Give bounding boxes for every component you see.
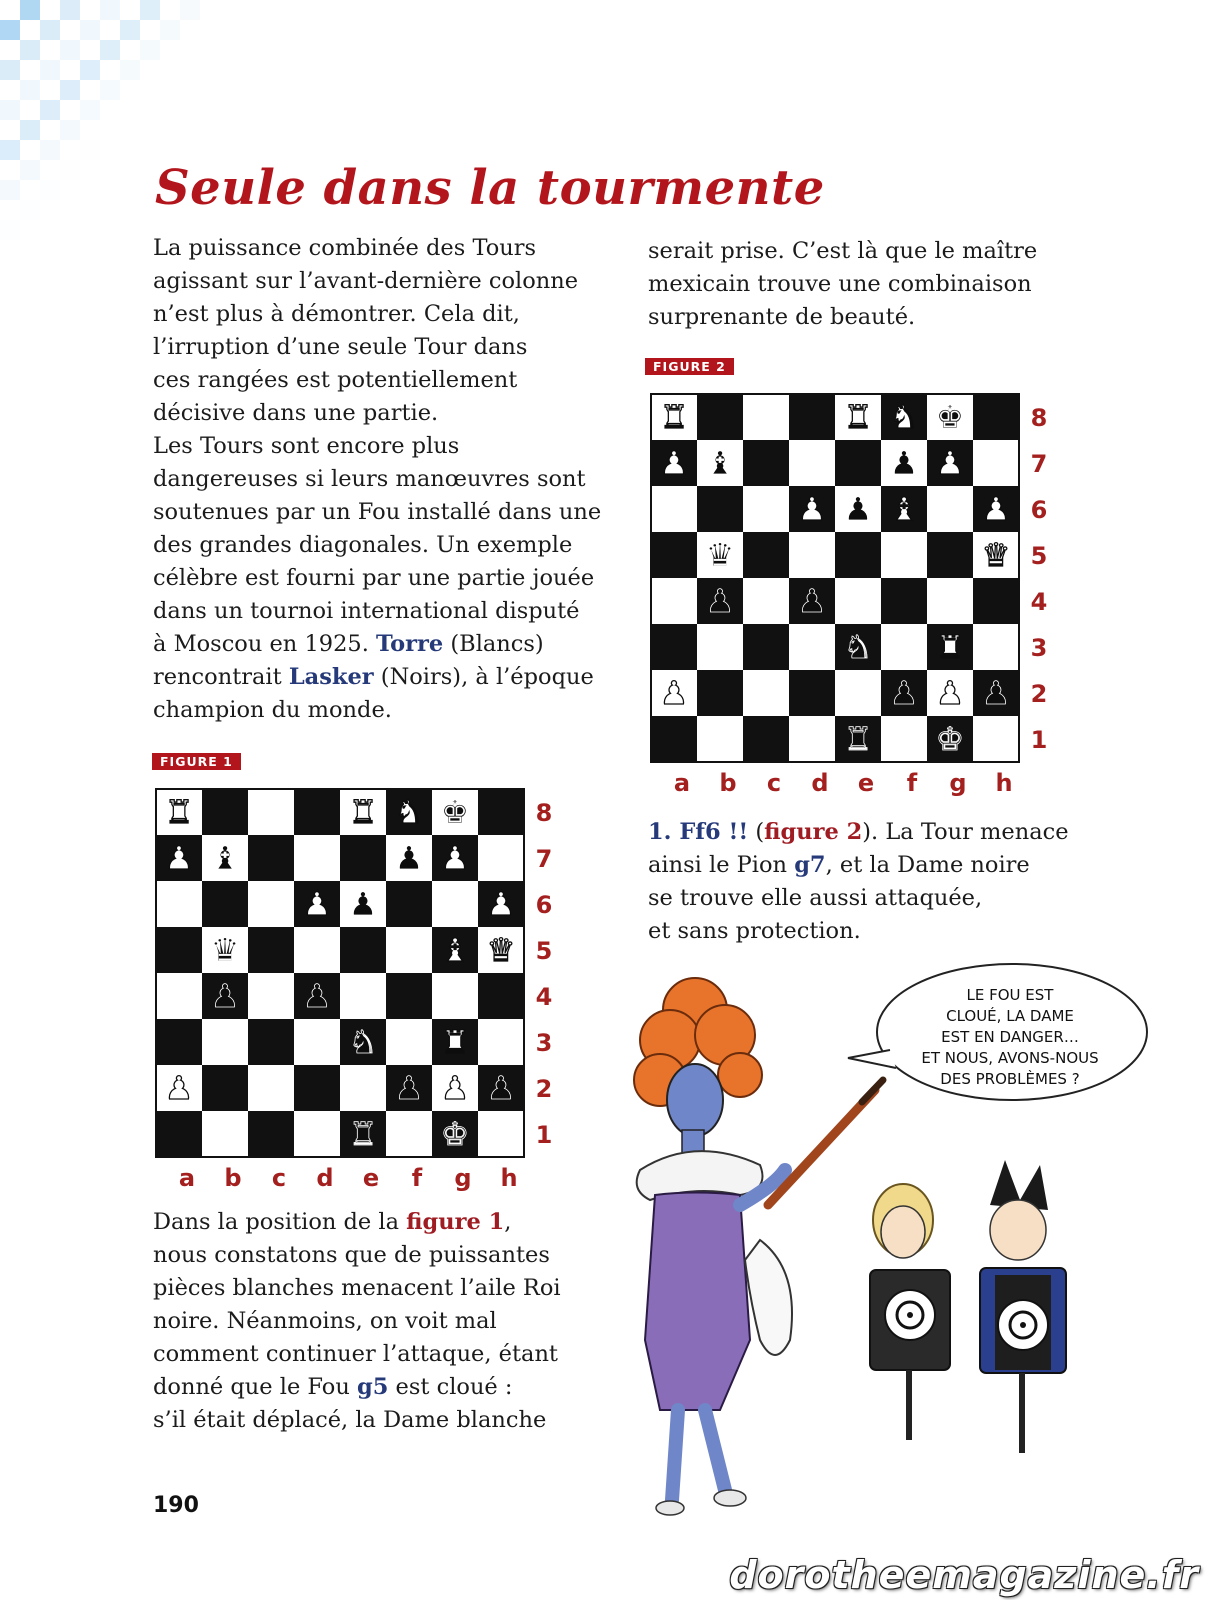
board-square <box>202 1065 248 1111</box>
board-square <box>697 670 743 716</box>
checker-tile <box>60 0 80 20</box>
black-pawn-f7: ♟ <box>394 839 424 877</box>
board-square <box>478 1111 524 1157</box>
board-square <box>386 973 432 1019</box>
board-square <box>743 532 789 578</box>
text-line: champion du monde. <box>153 697 392 723</box>
white-knight-f8: ♞ <box>889 398 919 436</box>
checker-tile <box>100 40 120 60</box>
black-pawn-b4: ♟ <box>210 977 240 1015</box>
board-square <box>651 716 697 762</box>
board-square <box>881 624 927 670</box>
white-rook-g3: ♜ <box>440 1023 470 1061</box>
board-square <box>478 835 524 881</box>
white-pawn-a2: ♟ <box>659 674 689 712</box>
board-square <box>478 789 524 835</box>
file-label: f <box>906 769 918 797</box>
board-square <box>973 394 1019 440</box>
board-square <box>202 1111 248 1157</box>
checker-tile <box>20 200 40 220</box>
black-knight-e3: ♞ <box>843 628 873 666</box>
rank-label: 5 <box>535 937 553 965</box>
page-title: Seule dans la tourmente <box>155 160 825 216</box>
woman-character <box>634 978 883 1515</box>
text-span: donné que le Fou <box>153 1374 350 1400</box>
board-square <box>651 578 697 624</box>
text-line: célèbre est fourni par une partie jouée <box>153 565 595 591</box>
board-square <box>156 1019 202 1065</box>
white-rook-e8: ♜ <box>843 398 873 436</box>
board-square <box>789 440 835 486</box>
rank-label: 6 <box>1030 496 1048 524</box>
black-pawn-e6: ♟ <box>843 490 873 528</box>
board-square <box>478 973 524 1019</box>
black-king-g8: ♚ <box>440 793 470 831</box>
black-knight-e3: ♞ <box>348 1023 378 1061</box>
bubble-line: LE FOU EST <box>966 986 1054 1004</box>
text-line <box>153 661 613 694</box>
white-pawn-a7: ♟ <box>659 444 689 482</box>
player-black-name: Lasker <box>288 664 374 690</box>
text-span: ( <box>755 819 765 845</box>
checker-tile <box>100 80 120 100</box>
player-white-name: Torre <box>376 631 444 657</box>
black-rook-e1: ♜ <box>348 1115 378 1153</box>
figure-reference: figure 2 <box>764 819 863 845</box>
text-span: (Blancs) <box>450 631 544 657</box>
move-notation: 1. Ff6 !! <box>648 819 749 845</box>
checker-tile <box>140 0 160 20</box>
text-span: rencontrait <box>153 664 282 690</box>
black-bishop-b7: ♝ <box>210 839 240 877</box>
position-paragraph <box>153 1206 603 1437</box>
board-square <box>202 789 248 835</box>
text-line: n’est plus à démontrer. Cela dit, <box>153 301 520 327</box>
board-square <box>743 440 789 486</box>
rank-label: 8 <box>535 799 553 827</box>
board-square <box>386 1019 432 1065</box>
rank-label: 6 <box>535 891 553 919</box>
bubble-line: CLOUÉ, LA DAME <box>946 1007 1074 1025</box>
text-line: des grandes diagonales. Un exemple <box>153 532 573 558</box>
white-pawn-a2: ♟ <box>164 1069 194 1107</box>
checker-tile <box>120 60 140 80</box>
text-line: se trouve elle aussi attaquée, <box>648 885 983 911</box>
file-label: e <box>362 1164 380 1192</box>
white-pawn-g2: ♟ <box>440 1069 470 1107</box>
board-square <box>973 578 1019 624</box>
text-line: pièces blanches menacent l’aile Roi <box>153 1275 561 1301</box>
white-queen-h5: ♛ <box>981 536 1011 574</box>
rank-label: 3 <box>1030 634 1048 662</box>
board-square <box>248 1019 294 1065</box>
white-pawn-g7: ♟ <box>935 444 965 482</box>
blonde-target-character <box>870 1184 950 1440</box>
board-grid <box>155 788 525 1158</box>
checker-tile <box>40 100 60 120</box>
board-square <box>156 973 202 1019</box>
checker-tile <box>20 0 40 20</box>
checker-tile <box>60 160 80 180</box>
checker-tile <box>100 0 120 20</box>
checker-tile <box>160 20 180 40</box>
white-rook-g3: ♜ <box>935 628 965 666</box>
watermark: dorotheemagazine.fr <box>729 1553 1199 1597</box>
checker-tile <box>60 120 80 140</box>
board-square <box>340 927 386 973</box>
board-square <box>248 1065 294 1111</box>
text-line: serait prise. C’est là que le maître <box>648 238 1038 264</box>
checker-tile <box>40 180 60 200</box>
figure-2-label: FIGURE 2 <box>645 358 734 375</box>
board-square <box>697 624 743 670</box>
page-number: 190 <box>153 1493 199 1518</box>
black-king-g8: ♚ <box>935 398 965 436</box>
board-square <box>973 624 1019 670</box>
file-label: g <box>949 769 967 797</box>
board-square <box>248 789 294 835</box>
white-pawn-a7: ♟ <box>164 839 194 877</box>
board-square <box>789 394 835 440</box>
white-rook-a8: ♜ <box>164 793 194 831</box>
rank-label: 7 <box>535 845 553 873</box>
file-label: d <box>811 769 829 797</box>
file-label: g <box>454 1164 472 1192</box>
rank-label: 7 <box>1030 450 1048 478</box>
board-square <box>248 927 294 973</box>
text-line: ces rangées est potentiellement <box>153 367 518 393</box>
text-span: , <box>504 1209 512 1235</box>
chessboard-figure-2 <box>650 393 1050 803</box>
text-line: agissant sur l’avant-dernière colonne <box>153 268 579 294</box>
rank-label: 1 <box>535 1121 553 1149</box>
board-square <box>927 532 973 578</box>
board-square <box>340 973 386 1019</box>
file-label: d <box>316 1164 334 1192</box>
black-pawn-e6: ♟ <box>348 885 378 923</box>
black-pawn-h2: ♟ <box>981 674 1011 712</box>
board-square <box>432 973 478 1019</box>
text-span: est cloué : <box>395 1374 513 1400</box>
text-line: dans un tournoi international disputé <box>153 598 580 624</box>
checker-tile <box>0 220 20 240</box>
text-line: soutenues par un Fou installé dans une <box>153 499 602 525</box>
text-line: Les Tours sont encore plus <box>153 433 460 459</box>
board-grid <box>650 393 1020 763</box>
board-square <box>697 394 743 440</box>
board-square <box>743 670 789 716</box>
board-square <box>248 1111 294 1157</box>
black-pawn-b4: ♟ <box>705 582 735 620</box>
board-square <box>743 394 789 440</box>
text-line <box>153 1206 603 1239</box>
file-label: b <box>719 769 737 797</box>
board-square <box>789 670 835 716</box>
bubble-line: DES PROBLÈMES ? <box>940 1070 1080 1088</box>
black-pawn-d4: ♟ <box>302 977 332 1015</box>
text-span: à Moscou en 1925. <box>153 631 369 657</box>
text-line <box>153 1371 603 1404</box>
board-square <box>294 789 340 835</box>
board-square <box>478 1019 524 1065</box>
black-pawn-d4: ♟ <box>797 582 827 620</box>
text-line: comment continuer l’attaque, étant <box>153 1341 558 1367</box>
file-label: a <box>178 1164 196 1192</box>
combination-paragraph <box>648 235 1088 334</box>
board-square <box>386 1111 432 1157</box>
text-span: Dans la position de la <box>153 1209 400 1235</box>
board-square <box>835 578 881 624</box>
board-square <box>927 578 973 624</box>
black-rook-e1: ♜ <box>843 720 873 758</box>
checker-tile <box>20 80 40 100</box>
black-pawn-f2: ♟ <box>889 674 919 712</box>
darkhair-target-character <box>980 1160 1066 1453</box>
black-queen-b5: ♛ <box>705 536 735 574</box>
rank-label: 4 <box>1030 588 1048 616</box>
board-square <box>294 1065 340 1111</box>
board-square <box>927 486 973 532</box>
board-square <box>294 835 340 881</box>
speech-bubble-tail <box>848 1050 896 1068</box>
text-line <box>648 849 1088 882</box>
speech-bubble-text <box>900 985 1120 1090</box>
white-pawn-g2: ♟ <box>935 674 965 712</box>
board-square <box>202 881 248 927</box>
board-square <box>881 716 927 762</box>
text-line: dangereuses si leurs manœuvres sont <box>153 466 586 492</box>
black-queen-b5: ♛ <box>210 931 240 969</box>
rank-label: 2 <box>535 1075 553 1103</box>
rank-label: 8 <box>1030 404 1048 432</box>
board-square <box>340 835 386 881</box>
checker-tile <box>0 140 20 160</box>
white-rook-a8: ♜ <box>659 398 689 436</box>
board-square <box>651 486 697 532</box>
text-span: ). La Tour menace <box>862 819 1069 845</box>
checker-tile <box>80 100 100 120</box>
bubble-line: ET NOUS, AVONS-NOUS <box>921 1049 1099 1067</box>
checker-tile <box>180 0 200 20</box>
checker-tile <box>0 60 20 80</box>
file-label: c <box>271 1164 287 1192</box>
move-paragraph <box>648 816 1088 948</box>
black-king-g1: ♚ <box>440 1115 470 1153</box>
checker-tile <box>60 80 80 100</box>
checker-tile <box>80 60 100 80</box>
board-square <box>248 881 294 927</box>
file-label: b <box>224 1164 242 1192</box>
rank-label: 5 <box>1030 542 1048 570</box>
rank-label: 2 <box>1030 680 1048 708</box>
board-square <box>294 1111 340 1157</box>
board-square <box>973 440 1019 486</box>
board-square <box>835 670 881 716</box>
figure-1-label: FIGURE 1 <box>152 753 241 770</box>
white-pawn-d6: ♟ <box>302 885 332 923</box>
board-square <box>973 716 1019 762</box>
file-label: h <box>995 769 1013 797</box>
file-label: f <box>411 1164 423 1192</box>
board-square <box>881 578 927 624</box>
text-line: noire. Néanmoins, on voit mal <box>153 1308 497 1334</box>
white-pawn-h6: ♟ <box>981 490 1011 528</box>
rank-label: 3 <box>535 1029 553 1057</box>
text-line <box>153 628 613 661</box>
intro-paragraph <box>153 232 613 727</box>
bubble-line: EST EN DANGER… <box>941 1028 1079 1046</box>
white-pawn-h6: ♟ <box>486 885 516 923</box>
black-pawn-f7: ♟ <box>889 444 919 482</box>
text-line: l’irruption d’une seule Tour dans <box>153 334 528 360</box>
checker-tile <box>20 40 40 60</box>
file-label: e <box>857 769 875 797</box>
board-square <box>156 881 202 927</box>
white-pawn-g7: ♟ <box>440 839 470 877</box>
text-line: décisive dans une partie. <box>153 400 439 426</box>
board-square <box>651 624 697 670</box>
board-square <box>835 440 881 486</box>
board-square <box>294 1019 340 1065</box>
checker-tile <box>0 100 20 120</box>
board-square <box>743 624 789 670</box>
board-square <box>432 881 478 927</box>
text-span: , et la Dame noire <box>825 852 1030 878</box>
board-square <box>697 486 743 532</box>
checker-tile <box>80 20 100 40</box>
board-square <box>386 881 432 927</box>
rank-label: 1 <box>1030 726 1048 754</box>
text-span: ainsi le Pion <box>648 852 788 878</box>
white-knight-f8: ♞ <box>394 793 424 831</box>
board-square <box>340 1065 386 1111</box>
text-span: (Noirs), à l’époque <box>380 664 594 690</box>
board-square <box>789 624 835 670</box>
board-square <box>743 486 789 532</box>
board-square <box>835 532 881 578</box>
board-square <box>881 532 927 578</box>
checker-tile <box>140 40 160 60</box>
checker-tile <box>0 20 20 40</box>
white-bishop-g5: ♝ <box>440 931 470 969</box>
checker-tile <box>80 140 100 160</box>
board-square <box>248 973 294 1019</box>
board-square <box>789 532 835 578</box>
board-square <box>697 716 743 762</box>
black-pawn-f2: ♟ <box>394 1069 424 1107</box>
checker-tile <box>40 20 60 40</box>
square-reference: g7 <box>794 852 826 878</box>
board-square <box>294 927 340 973</box>
checker-tile <box>40 60 60 80</box>
checker-tile <box>60 40 80 60</box>
checker-tile <box>0 180 20 200</box>
text-line: nous constatons que de puissantes <box>153 1242 550 1268</box>
text-line: La puissance combinée des Tours <box>153 235 537 261</box>
board-square <box>202 1019 248 1065</box>
board-square <box>248 835 294 881</box>
file-label: c <box>766 769 782 797</box>
black-bishop-b7: ♝ <box>705 444 735 482</box>
chessboard-figure-1 <box>155 788 555 1198</box>
checker-tile <box>120 20 140 40</box>
square-reference: g5 <box>357 1374 389 1400</box>
white-queen-h5: ♛ <box>486 931 516 969</box>
rank-label: 4 <box>535 983 553 1011</box>
file-label: a <box>673 769 691 797</box>
text-line: surprenante de beauté. <box>648 304 916 330</box>
file-label: h <box>500 1164 518 1192</box>
checker-tile <box>40 140 60 160</box>
white-pawn-d6: ♟ <box>797 490 827 528</box>
text-line <box>648 816 1088 849</box>
board-square <box>743 716 789 762</box>
text-line: et sans protection. <box>648 918 861 944</box>
text-line: s’il était déplacé, la Dame blanche <box>153 1407 547 1433</box>
checker-tile <box>20 120 40 140</box>
text-line: mexicain trouve une combinaison <box>648 271 1032 297</box>
board-square <box>156 1111 202 1157</box>
board-square <box>156 927 202 973</box>
board-square <box>651 532 697 578</box>
white-bishop-f6: ♝ <box>889 490 919 528</box>
board-square <box>386 927 432 973</box>
checker-tile <box>20 160 40 180</box>
white-rook-e8: ♜ <box>348 793 378 831</box>
board-square <box>789 716 835 762</box>
black-king-g1: ♚ <box>935 720 965 758</box>
board-square <box>743 578 789 624</box>
figure-reference: figure 1 <box>406 1209 505 1235</box>
black-pawn-h2: ♟ <box>486 1069 516 1107</box>
